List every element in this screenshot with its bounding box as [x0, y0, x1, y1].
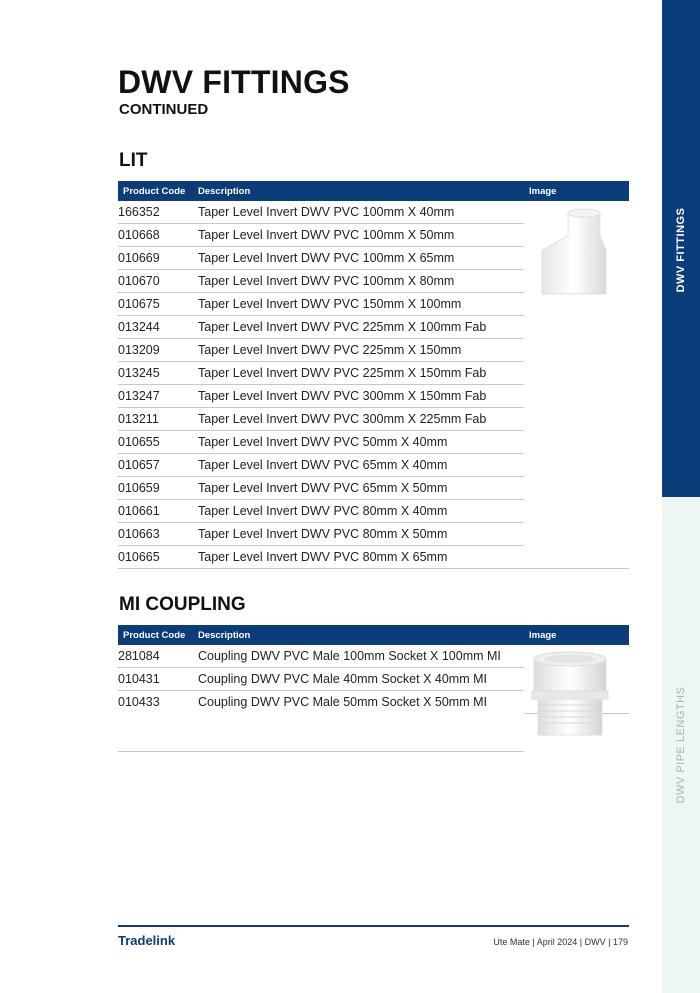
product-code: 010655 — [118, 431, 193, 454]
product-description: Taper Level Invert DWV PVC 225mm X 150mm — [193, 339, 524, 362]
mi-coupling-image — [528, 647, 612, 741]
product-description: Taper Level Invert DWV PVC 300mm X 150mm Fab — [193, 385, 524, 408]
footer-divider — [118, 925, 629, 927]
page-title: DWV FITTINGS — [118, 64, 350, 100]
product-code: 010661 — [118, 500, 193, 523]
product-description: Taper Level Invert DWV PVC 100mm X 40mm — [193, 201, 524, 224]
product-description: Coupling DWV PVC Male 50mm Socket X 50mm MI — [198, 695, 487, 709]
product-description: Taper Level Invert DWV PVC 50mm X 40mm — [193, 431, 524, 454]
product-code: 010665 — [118, 546, 193, 569]
column-header-description: Description — [193, 625, 524, 645]
product-code: 013209 — [118, 339, 193, 362]
product-code: 010431 — [118, 668, 193, 691]
side-tab-inactive-label: DWV PIPE LENGTHS — [675, 686, 687, 804]
product-description: Taper Level Invert DWV PVC 80mm X 40mm — [193, 500, 524, 523]
page-subtitle: CONTINUED — [119, 101, 209, 118]
table-header-row — [118, 181, 629, 201]
side-tab-active-label: DWV FITTINGS — [675, 207, 687, 293]
taper-level-invert-image — [538, 206, 610, 298]
product-description: Taper Level Invert DWV PVC 225mm X 150mm Fab — [193, 362, 524, 385]
table-header-row — [118, 625, 629, 645]
column-header-code: Product Code — [118, 181, 193, 201]
product-code: 010668 — [118, 224, 193, 247]
column-header-image: Image — [524, 625, 629, 645]
product-code: 010670 — [118, 270, 193, 293]
product-code: 010675 — [118, 293, 193, 316]
product-description: Taper Level Invert DWV PVC 100mm X 65mm — [193, 247, 524, 270]
table-spacer — [118, 713, 524, 752]
product-description: Taper Level Invert DWV PVC 65mm X 50mm — [193, 477, 524, 500]
section-heading-lit: LIT — [119, 150, 148, 171]
column-header-description: Description — [193, 181, 524, 201]
product-description: Coupling DWV PVC Male 40mm Socket X 40mm MI — [193, 668, 524, 691]
product-code: 010663 — [118, 523, 193, 546]
column-header-image: Image — [524, 181, 629, 201]
product-description: Taper Level Invert DWV PVC 100mm X 80mm — [193, 270, 524, 293]
product-code: 013245 — [118, 362, 193, 385]
product-code: 013244 — [118, 316, 193, 339]
product-description: Taper Level Invert DWV PVC 300mm X 225mm Fab — [193, 408, 524, 431]
brand-logo: Tradelink — [118, 933, 176, 948]
product-code: 010433 — [118, 695, 160, 709]
product-code: 010657 — [118, 454, 193, 477]
product-code: 010669 — [118, 247, 193, 270]
product-description: Taper Level Invert DWV PVC 80mm X 50mm — [193, 523, 524, 546]
product-code: 013211 — [118, 408, 193, 431]
product-code: 281084 — [118, 645, 193, 668]
footer-info: Ute Mate | April 2024 | DWV | 179 — [493, 937, 628, 947]
product-code: 013247 — [118, 385, 193, 408]
column-header-code: Product Code — [118, 625, 193, 645]
product-description: Taper Level Invert DWV PVC 65mm X 40mm — [193, 454, 524, 477]
section-heading-mi-coupling: MI COUPLING — [119, 594, 246, 615]
product-description: Taper Level Invert DWV PVC 100mm X 50mm — [193, 224, 524, 247]
product-description: Taper Level Invert DWV PVC 150mm X 100mm — [193, 293, 524, 316]
product-description: Coupling DWV PVC Male 100mm Socket X 100mm MI — [193, 645, 524, 668]
product-description: Taper Level Invert DWV PVC 225mm X 100mm Fab — [193, 316, 524, 339]
product-code: 010659 — [118, 477, 193, 500]
product-code: 166352 — [118, 201, 193, 224]
product-description: Taper Level Invert DWV PVC 80mm X 65mm — [193, 546, 524, 569]
